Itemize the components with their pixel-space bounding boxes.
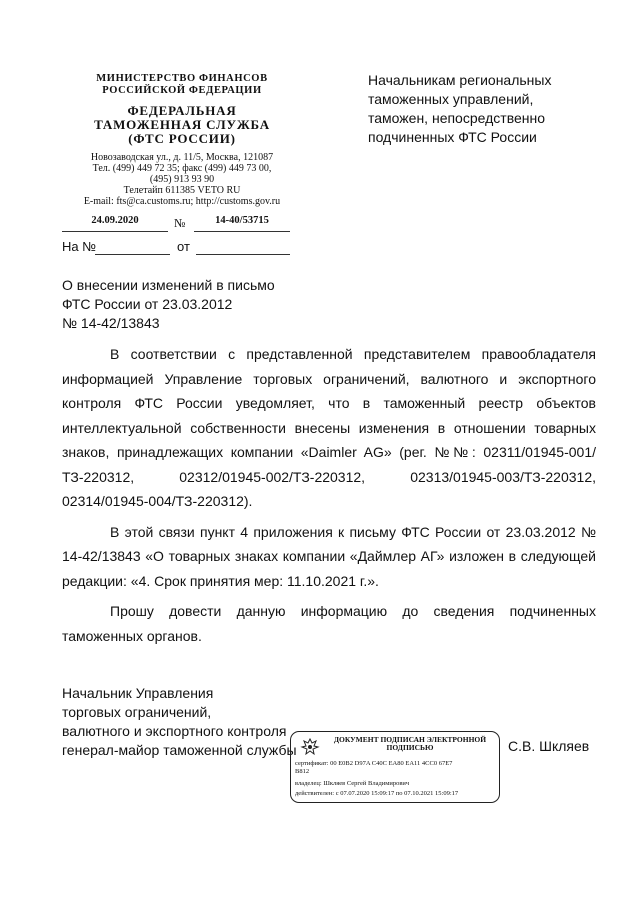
ministry-line-2: РОССИЙСКОЙ ФЕДЕРАЦИИ	[102, 85, 262, 96]
electronic-signature-stamp	[290, 731, 500, 803]
recipient-block	[368, 71, 608, 147]
body-paragraph-3: Прошу довести данную информацию до сведения подчиненных таможенных органов.	[62, 603, 596, 644]
service-line-2: ТАМОЖЕННАЯ СЛУЖБА	[94, 117, 270, 132]
position-line: Начальник Управления	[62, 685, 214, 701]
signature-position	[62, 684, 297, 760]
stamp-validity: действителен: с 07.07.2020 15:09:17 по 07.10.2021 15:09:17	[295, 790, 459, 797]
address-line-3: (495) 913 93 90	[149, 174, 215, 185]
position-line: генерал-майор таможенной службы	[62, 742, 297, 758]
address-line-5: E-mail: fts@ca.customs.ru; http://customs.gov.ru	[83, 196, 281, 207]
service-line-3: (ФТС РОССИИ)	[128, 131, 236, 146]
document-date: 24.09.2020	[62, 215, 168, 232]
address-line-4: Телетайп 611385 VETO RU	[123, 185, 241, 196]
recipient-line: таможенных управлений,	[368, 91, 534, 107]
subject-line: ФТС России от 23.03.2012	[62, 296, 233, 312]
stamp-certificate-cont: B812	[295, 768, 310, 775]
address-line-2: Тел. (499) 449 72 35; факс (499) 449 73 00,	[92, 163, 272, 174]
stamp-owner: владелец: Шкляев Сергей Владимирович	[295, 780, 410, 787]
address-line-1: Новозаводская ул., д. 11/5, Москва, 121087	[90, 152, 274, 163]
subject-block	[62, 276, 275, 333]
stamp-title: ДОКУМЕНТ ПОДПИСАН ЭЛЕКТРОННОЙ ПОДПИСЬЮ	[333, 735, 487, 752]
recipient-line: подчиненных ФТС России	[368, 129, 537, 145]
recipient-line: таможен, непосредственно	[368, 110, 546, 126]
position-line: валютного и экспортного контроля	[62, 723, 287, 739]
from-label: от	[177, 239, 190, 254]
ref-label: На №	[62, 239, 97, 254]
letter-body	[62, 342, 596, 648]
number-sign: №	[174, 216, 186, 230]
ministry-line-1: МИНИСТЕРСТВО ФИНАНСОВ	[96, 73, 268, 84]
ref-number-field	[95, 238, 170, 255]
ref-date-field	[196, 238, 290, 255]
position-line: торговых ограничений,	[62, 704, 212, 720]
stamp-certificate: сертификат: 00 E0B2 D97A C40C EA80 EA11 4CC0 67E7	[295, 760, 453, 767]
document-number: 14-40/53715	[194, 215, 290, 232]
subject-line: № 14-42/13843	[62, 315, 160, 331]
body-paragraph-2: В этой связи пункт 4 приложения к письму ФТС России от 23.03.2012 № 14-42/13843 «О товарных знаках компании «Даймлер АГ» изложен в следующей редакции: «4. Срок принятия мер: 11.10.2021 г.».	[62, 523, 596, 589]
subject-line: О внесении изменений в письмо	[62, 277, 275, 293]
signer-name: С.В. Шкляев	[508, 738, 590, 754]
service-line-1: ФЕДЕРАЛЬНАЯ	[127, 103, 237, 118]
letterhead	[62, 73, 302, 207]
body-paragraph-1: В соответствии с представленной представителем правообладателя информацией Управление торговых ограничений, валютного и экспортного контроля ФТС России уведомляет, что в таможенный реестр объектов интеллектуальной собственности внесены изменения в отношении товарных знаков, принадлежащих компании «Daimler AG» (рег. №№: 02311/01945-001/ТЗ-220312, 02312/01945-002/ТЗ-220312, 02313/01945-003/ТЗ-220312, 02314/01945-004/ТЗ-220312).	[62, 346, 596, 509]
recipient-line: Начальникам региональных	[368, 72, 552, 88]
eagle-emblem-icon	[299, 737, 321, 759]
